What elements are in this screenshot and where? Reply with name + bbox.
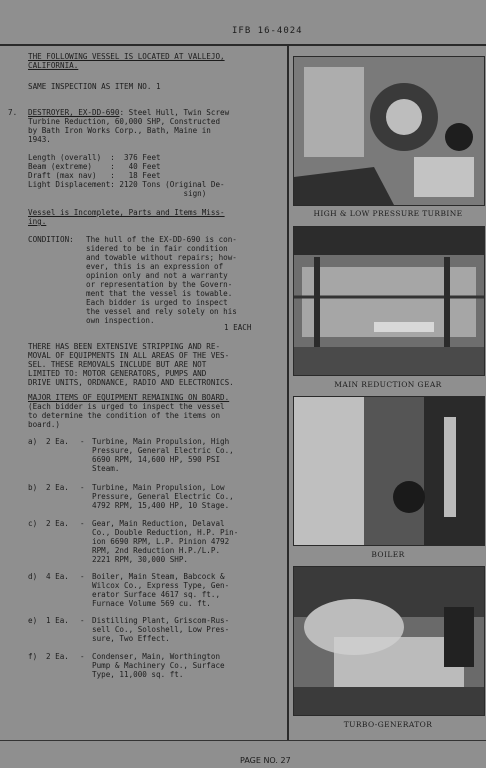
spec-beam: Beam (extreme) : 40 Feet — [28, 162, 161, 171]
equip-b-1: Pressure, General Electric Co., — [92, 492, 234, 501]
equip-c-4: 2221 RPM, 30,000 SHP. — [92, 555, 189, 564]
equip-e-0: Distilling Plant, Griscom-Rus- — [92, 616, 230, 625]
equip-f-2: Type, 11,000 sq. ft. — [92, 670, 184, 679]
item-desc-0: : Steel Hull, Twin Screw — [119, 108, 230, 117]
location-line-2: CALIFORNIA. — [28, 61, 79, 70]
condition-4: opinion only and not a warranty — [86, 271, 228, 280]
equip-d-qty: 4 Ea. — [46, 572, 69, 581]
caption-reduction-gear: MAIN REDUCTION GEAR — [334, 380, 442, 389]
quantity: 1 EACH — [224, 323, 252, 332]
document-id: IFB 16-4024 — [232, 26, 303, 36]
stripping-3: LIMITED TO: MOTOR GENERATORS, PUMPS AND — [28, 369, 207, 378]
equip-c-2: ion 6690 RPM, L.P. Pinion 4792 — [92, 537, 230, 546]
spec-length: Length (overall) : 376 Feet — [28, 153, 161, 162]
equip-d-label: d) — [28, 572, 38, 581]
incomplete-line-1: Vessel is Incomplete, Parts and Items Miss- — [28, 208, 225, 217]
equip-b-qty: 2 Ea. — [46, 483, 69, 492]
equip-b-label: b) — [28, 483, 38, 492]
item-title: DESTROYER, EX-DD-690 — [28, 108, 120, 117]
column-divider — [287, 46, 289, 740]
major-note-0: (Each bidder is urged to inspect the vessel — [28, 402, 225, 411]
spec-displacement: Light Displacement: 2120 Tons (Original De- — [28, 180, 225, 189]
major-note-2: board.) — [28, 420, 61, 429]
photo-turbine — [293, 56, 485, 206]
condition-0: The hull of the EX-DD-690 is con- — [86, 235, 237, 244]
item-title-line — [28, 108, 229, 117]
equip-f-label: f) — [28, 652, 38, 661]
condition-label: CONDITION: — [28, 235, 74, 244]
equip-c-3: RPM, 2nd Reduction H.P./L.P. — [92, 546, 221, 555]
equip-a-dash: - — [80, 437, 85, 446]
caption-boiler: BOILER — [371, 550, 405, 559]
condition-5: or representation by the Govern- — [86, 280, 233, 289]
major-note-1: to determine the condition of the items on — [28, 411, 221, 420]
bottom-divider — [0, 740, 486, 741]
condition-6: ment that the vessel is towable. — [86, 289, 233, 298]
item-number: 7. — [8, 108, 18, 117]
equip-c-dash: - — [80, 519, 85, 528]
equip-d-2: erator Surface 4617 sq. ft., — [92, 590, 221, 599]
caption-turbine: HIGH & LOW PRESSURE TURBINE — [313, 209, 463, 218]
equip-d-dash: - — [80, 572, 85, 581]
equip-e-label: e) — [28, 616, 38, 625]
equip-f-dash: - — [80, 652, 85, 661]
condition-9: own inspection. — [86, 316, 155, 325]
equip-c-label: c) — [28, 519, 38, 528]
equip-a-qty: 2 Ea. — [46, 437, 69, 446]
equip-b-2: 4792 RPM, 15,400 HP, 10 Stage. — [92, 501, 230, 510]
equip-a-label: a) — [28, 437, 38, 446]
equip-c-qty: 2 Ea. — [46, 519, 69, 528]
stripping-1: MOVAL OF EQUIPMENTS IN ALL AREAS OF THE VES- — [28, 351, 230, 360]
stripping-2: SEL. THESE REMOVALS INCLUDE BUT ARE NOT — [28, 360, 207, 369]
page-number: PAGE NO. 27 — [240, 756, 291, 765]
incomplete-line-2: ing. — [28, 217, 47, 226]
equip-d-3: Furnace Volume 569 cu. ft. — [92, 599, 211, 608]
equip-a-1: Pressure, General Electric Co., — [92, 446, 234, 455]
equip-a-3: Steam. — [92, 464, 120, 473]
caption-turbo-generator: TURBO-GENERATOR — [343, 720, 433, 729]
photo-turbo-generator — [293, 566, 485, 716]
spec-displacement-cont: sign) — [28, 189, 207, 198]
item-desc-2: by Bath Iron Works Corp., Bath, Maine in — [28, 126, 211, 135]
location-line-1: THE FOLLOWING VESSEL IS LOCATED AT VALLEJO, — [28, 52, 225, 61]
top-divider — [0, 44, 486, 46]
condition-8: the vessel and rely solely on his — [86, 307, 237, 316]
equip-f-qty: 2 Ea. — [46, 652, 69, 661]
photo-reduction-gear — [293, 226, 485, 376]
item-desc-1: Turbine Reduction, 60,000 SHP, Constructed — [28, 117, 221, 126]
stripping-4: DRIVE UNITS, ORDNANCE, RADIO AND ELECTRONICS. — [28, 378, 234, 387]
item-desc-3: 1943. — [28, 135, 51, 144]
equip-d-0: Boiler, Main Steam, Babcock & — [92, 572, 225, 581]
condition-3: ever, this is an expression of — [86, 262, 224, 271]
equip-e-dash: - — [80, 616, 85, 625]
equip-c-1: Co., Double Reduction, H.P. Pin- — [92, 528, 239, 537]
equip-b-0: Turbine, Main Propulsion, Low — [92, 483, 225, 492]
condition-1: sidered to be in fair condition — [86, 244, 228, 253]
same-inspection: SAME INSPECTION AS ITEM NO. 1 — [28, 82, 161, 91]
major-heading: MAJOR ITEMS OF EQUIPMENT REMAINING ON BOARD. — [28, 393, 230, 402]
equip-e-qty: 1 Ea. — [46, 616, 69, 625]
equip-e-2: sure, Two Effect. — [92, 634, 170, 643]
equip-f-1: Pump & Machinery Co., Surface — [92, 661, 225, 670]
equip-a-2: 6690 RPM, 14,600 HP, 590 PSI — [92, 455, 221, 464]
condition-2: and towable without repairs; how- — [86, 253, 237, 262]
equip-d-1: Wilcox Co., Express Type, Gen- — [92, 581, 230, 590]
equip-f-0: Condenser, Main, Worthington — [92, 652, 221, 661]
equip-b-dash: - — [80, 483, 85, 492]
equip-e-1: sell Co., Soloshell, Low Pres- — [92, 625, 230, 634]
spec-draft: Draft (max nav) : 18 Feet — [28, 171, 161, 180]
equip-c-0: Gear, Main Reduction, Delaval — [92, 519, 225, 528]
equip-a-0: Turbine, Main Propulsion, High — [92, 437, 230, 446]
photo-boiler — [293, 396, 485, 546]
stripping-0: THERE HAS BEEN EXTENSIVE STRIPPING AND RE- — [28, 342, 221, 351]
condition-7: Each bidder is urged to inspect — [86, 298, 228, 307]
